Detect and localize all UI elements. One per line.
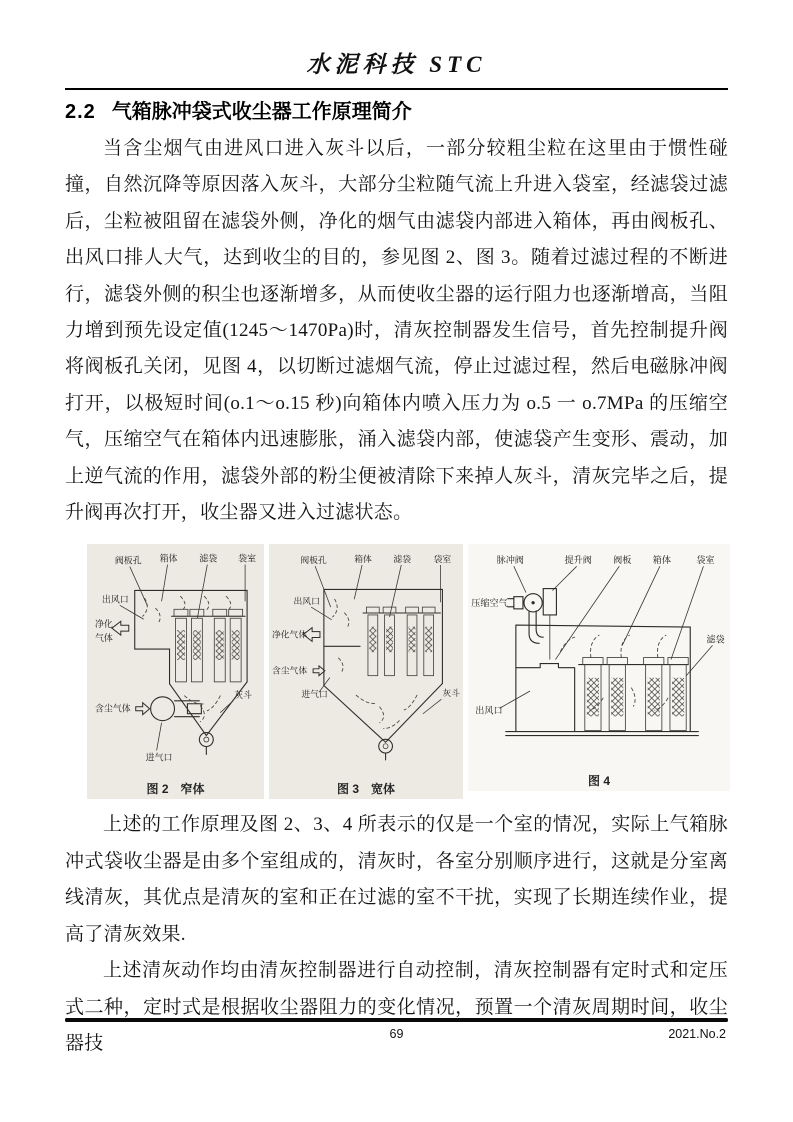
- fig2-label-bag-chamber: 袋室: [238, 554, 257, 565]
- fig4-label-bag-chamber: 袋室: [696, 555, 715, 566]
- figure-2: [87, 544, 264, 799]
- fig3-label-valve-plate-hole: 阀板孔: [300, 555, 327, 566]
- fig4-housing: [516, 626, 690, 732]
- fig2-inlet-fan: [151, 697, 175, 721]
- fig3-dusty-gas-arrow-icon: [313, 666, 325, 676]
- fig4-label-compressed-air: 压缩空气: [471, 598, 508, 609]
- fig3-filter-bags: [366, 608, 435, 677]
- fig4-label-valve-plate: 阀板: [613, 555, 632, 566]
- fig4-blow-pipe: [529, 611, 543, 643]
- fig4-base: [506, 732, 699, 736]
- fig3-label-clean-gas: 净化气体: [271, 629, 308, 640]
- fig4-label-air-outlet: 出风口: [475, 705, 503, 716]
- fig4-label-filter-bag: 滤袋: [706, 634, 725, 645]
- fig2-dusty-gas-arrow-icon: [136, 703, 150, 715]
- figure-2-diagram: [88, 546, 263, 774]
- fig4-filter-bags: [583, 658, 688, 731]
- fig4-label-box-body: 箱体: [652, 555, 671, 566]
- issue-label: 2021.No.2: [668, 1026, 726, 1041]
- section-heading: [65, 95, 728, 124]
- footer-rule: [65, 1018, 728, 1022]
- fig4-pulse-valve-body: [514, 597, 523, 609]
- figures-row: [87, 544, 725, 799]
- section-number: 2.2: [65, 101, 96, 123]
- fig3-label-bag-chamber: 袋室: [433, 554, 452, 565]
- paragraph-2: 上述的工作原理及图 2、3、4 所表示的仅是一个室的情况，实际上气箱脉冲式袋收尘器是由多个室组成的，清灰时，各室分别顺序进行，这就是分室离线清灰，其优点是清灰的室和正在过滤的室不干扰，实现了长期连续作业，提高了清灰效果.: [65, 814, 728, 945]
- fig2-label-dusty-gas: 含尘气体: [94, 704, 131, 715]
- paragraph-3: 上述清灰动作均由清灰控制器进行自动控制，清灰控制器有定时式和定压式二种，定时式是根据收尘器阻力的变化情况，预置一个清灰周期时间，收尘器技: [65, 960, 728, 1054]
- fig2-label-box-body: 箱体: [159, 554, 178, 565]
- fig4-label-pulse-valve: 脉冲阀: [496, 555, 524, 566]
- section-title: 气箱脉冲袋式收尘器工作原理简介: [111, 101, 412, 123]
- fig3-discharge-valve: [379, 740, 393, 754]
- page-footer: [65, 1018, 728, 1045]
- figure-4: [468, 544, 730, 791]
- page-number: 69: [389, 1026, 404, 1041]
- figure-2-caption: 图 2 窄体: [146, 782, 205, 797]
- fig3-label-filter-bag: 滤袋: [393, 554, 412, 565]
- figure-3-caption: 图 3 宽体: [336, 782, 395, 797]
- fig3-label-air-outlet: 出风口: [293, 596, 320, 607]
- figure-4-caption: 图 4: [587, 774, 610, 789]
- fig2-label-ash-hopper: 灰斗: [234, 690, 253, 701]
- fig3-label-box-body: 箱体: [354, 554, 372, 565]
- fig3-label-dusty-gas: 含尘气体: [271, 666, 308, 677]
- fig3-label-air-inlet: 进气口: [301, 689, 328, 700]
- fig4-lift-valve-body: [543, 589, 556, 615]
- fig2-label-clean-gas-1: 净化: [94, 619, 113, 630]
- fig2-label-valve-plate-hole: 阀板孔: [114, 556, 142, 567]
- figure-3-diagram: [270, 546, 462, 774]
- fig2-label-air-outlet: 出风口: [101, 594, 129, 605]
- figure-4-diagram: [469, 546, 729, 766]
- fig2-label-filter-bag: 滤袋: [199, 554, 218, 565]
- fig2-label-clean-gas-2: 气体: [94, 633, 113, 644]
- figure-3: [269, 544, 463, 799]
- fig2-label-air-inlet: 进气口: [145, 752, 173, 763]
- header-rule: [65, 88, 728, 90]
- fig2-clean-gas-arrow-icon: [112, 622, 129, 636]
- journal-title: 水泥科技 STC: [306, 52, 487, 77]
- fig3-label-ash-hopper: 灰斗: [442, 688, 461, 699]
- fig4-label-lift-valve: 提升阀: [564, 555, 592, 566]
- fig2-filter-bags: [174, 610, 243, 683]
- paragraph-1: 当含尘烟气由进风口进入灰斗以后，一部分较粗尘粒在这里由于惯性碰撞，自然沉降等原因落入灰斗，大部分尘粒随气流上升进入袋室，经滤袋过滤后，尘粒被阻留在滤袋外侧，净化的烟气由滤袋内部进入箱体，再由阀板孔、出风口排人大气，达到收尘的目的，参见图 2、图 3。随着过滤过程的不断进行，滤袋外侧的积尘也逐渐增多，从而使收尘器的运行阻力也逐渐增高，当阻力增到预先设定值(1245～1470Pa)时，清灰控制器发生信号，首先控制提升阀将阀板孔关闭，见图 4，以切断过滤烟气流，停止过滤过程，然后电磁脉冲阀打开，以极短时间(o.1～o.15 秒)向箱体内喷入压力为 o.5 一 o.7MPa 的压缩空气，压缩空气在箱体内迅速膨胀，涌入滤袋内部，使滤袋产生变形、震动，加上逆气流的作用，滤袋外部的粉尘便被清除下来掉人灰斗，清灰完毕之后，提升阀再次打开，收尘器又进入过滤状态。: [65, 138, 728, 524]
